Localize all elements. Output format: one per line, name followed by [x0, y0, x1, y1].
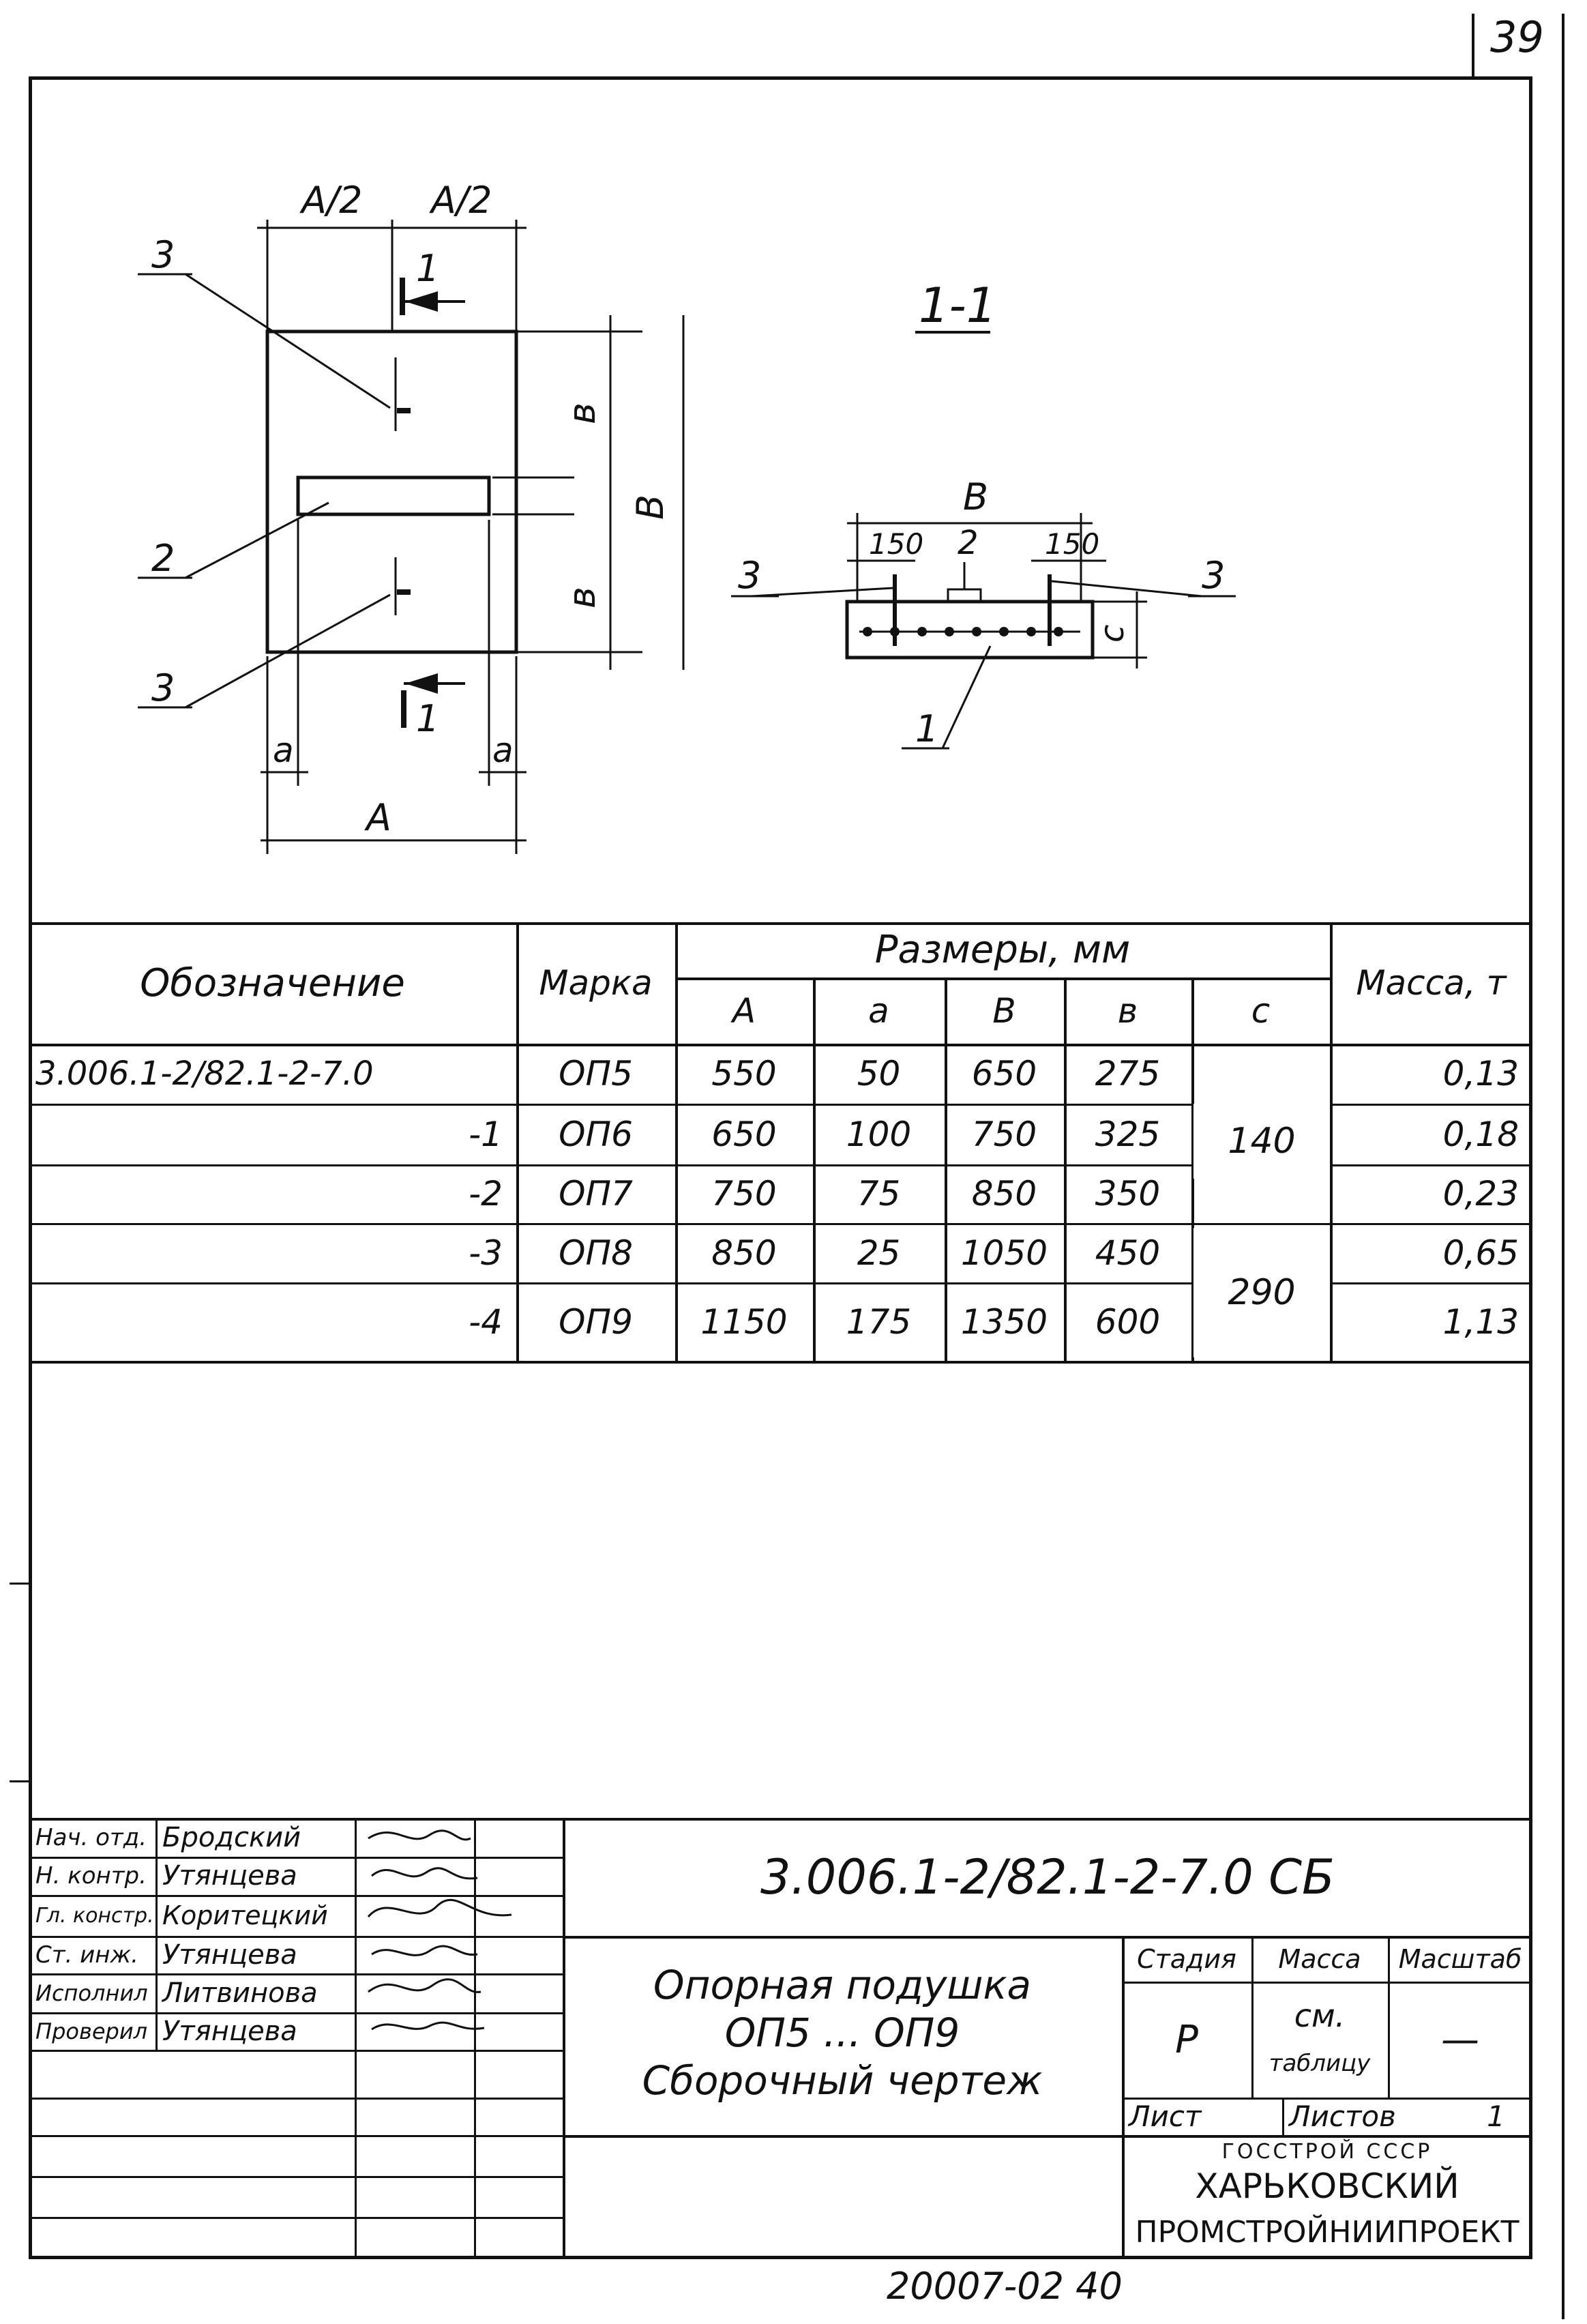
mass-value-1: см.: [1294, 1997, 1346, 2034]
header-mass: Масса, т: [1356, 963, 1507, 1003]
header-dimensions: Размеры, мм: [874, 928, 1131, 972]
svg-text:3: 3: [151, 233, 175, 276]
assembly-drawing: [29, 76, 1532, 922]
margin-tick: [10, 1583, 29, 1585]
org-line3: ПРОМСТРОЙНИИПРОЕКТ: [1135, 2214, 1519, 2250]
sheets-label: Листов: [1289, 2100, 1396, 2133]
signatures: [355, 1818, 559, 2053]
svg-text:3: 3: [738, 554, 762, 597]
title-line1: Опорная подушка: [653, 1962, 1032, 2008]
c-value-group-1: 140: [1193, 1104, 1330, 1179]
right-margin-line: [1562, 14, 1564, 2319]
svg-text:в: в: [561, 402, 604, 424]
svg-text:150: 150: [869, 527, 924, 561]
dim-half-a-right: A/2: [431, 179, 492, 222]
svg-text:1: 1: [915, 707, 939, 750]
svg-text:A: A: [366, 796, 391, 839]
subheader-c: c: [1251, 990, 1271, 1031]
svg-text:a: a: [492, 731, 514, 770]
sheet-number-divider: [1472, 14, 1474, 78]
sheets-value: 1: [1487, 2100, 1505, 2133]
svg-text:в: в: [561, 587, 604, 608]
svg-text:2: 2: [958, 524, 979, 562]
mass-label: Масса: [1278, 1943, 1361, 1974]
dim-half-a-left: A/2: [301, 179, 363, 222]
document-code: 3.006.1-2/82.1-2-7.0 СБ: [760, 1849, 1335, 1905]
subheader-b: в: [1117, 990, 1138, 1031]
svg-text:c: c: [1093, 624, 1131, 643]
sheet-label: Лист: [1129, 2100, 1202, 2133]
stage-label: Стадия: [1137, 1943, 1236, 1974]
svg-text:3: 3: [151, 666, 175, 709]
svg-text:2: 2: [151, 537, 175, 580]
subheader-a: a: [868, 990, 889, 1031]
title-line2: ОП5 ... ОП9: [724, 2010, 960, 2056]
subheader-A: A: [732, 990, 756, 1031]
embedded-plate-plan: [298, 477, 489, 514]
scale-value: —: [1441, 2017, 1479, 2062]
margin-tick: [10, 1780, 29, 1782]
svg-text:3: 3: [1202, 554, 1226, 597]
svg-text:a: a: [273, 731, 294, 770]
scale-label: Масштаб: [1398, 1943, 1522, 1974]
section-title: 1-1: [919, 278, 997, 334]
svg-text:1: 1: [416, 247, 440, 290]
slab-plan-outline: [267, 332, 516, 652]
title-line3: Сборочный чертеж: [642, 2057, 1043, 2104]
mass-value-2: таблицу: [1269, 2050, 1371, 2077]
bottom-note: 20007-02 40: [887, 2265, 1123, 2308]
svg-text:B: B: [629, 494, 672, 520]
sheet-number: 39: [1490, 12, 1544, 62]
stage-value: Р: [1175, 2017, 1198, 2062]
header-designation: Обозначение: [140, 960, 405, 1005]
org-line2: ХАРЬКОВСКИЙ: [1195, 2166, 1459, 2206]
svg-text:1: 1: [416, 697, 440, 740]
c-value-group-2: 290: [1193, 1228, 1330, 1357]
svg-text:B: B: [963, 475, 989, 518]
subheader-B: B: [992, 990, 1016, 1031]
header-mark: Марка: [539, 963, 653, 1003]
svg-text:150: 150: [1045, 527, 1100, 561]
org-line1: ГОССТРОЙ СССР: [1221, 2140, 1433, 2164]
